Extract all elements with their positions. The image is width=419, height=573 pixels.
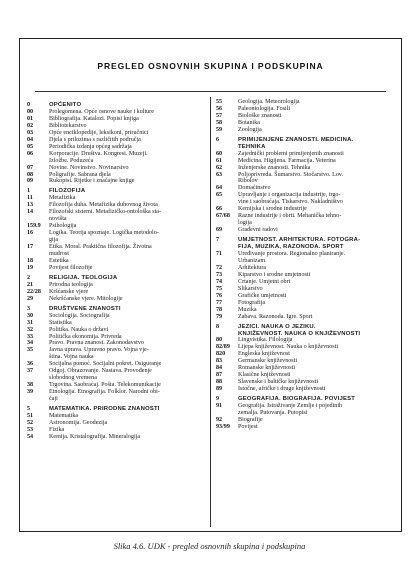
class-entry xyxy=(27,420,205,427)
class-label: mudrost xyxy=(49,251,69,258)
left-column xyxy=(27,99,205,441)
class-label: Lingvistika. Filologija xyxy=(238,337,293,344)
column-divider xyxy=(210,97,211,527)
class-entry xyxy=(216,206,398,213)
class-label: Fizika xyxy=(49,426,65,433)
class-label: Korporacije. Društva. Kongresi. Muzeji. xyxy=(49,150,148,157)
class-entry xyxy=(216,220,398,227)
class-code: 19 xyxy=(27,264,34,271)
class-entry xyxy=(27,282,205,289)
class-entry xyxy=(216,158,398,165)
class-code: 04 xyxy=(27,136,34,143)
class-code: 14 xyxy=(27,209,34,216)
class-entry xyxy=(216,365,398,372)
class-code: 61 xyxy=(216,157,223,164)
class-code: 30 xyxy=(27,312,34,319)
class-entry xyxy=(27,368,205,375)
class-label: Slikarstvo xyxy=(238,285,263,292)
class-entry xyxy=(27,389,205,396)
class-label: čaji xyxy=(49,396,58,403)
class-label: Upravljanje i organizacija industrije, trgo- xyxy=(238,192,341,199)
class-entry xyxy=(216,258,398,265)
class-entry xyxy=(27,109,205,116)
class-code: 21 xyxy=(27,281,34,288)
class-code: 51 xyxy=(27,412,34,419)
class-code: 08 xyxy=(27,171,34,178)
class-label: Geografija. Istraživanje Zemlje i pojedinih xyxy=(238,403,343,410)
class-code: 32 xyxy=(27,326,34,333)
class-entry xyxy=(27,137,205,144)
class-entry xyxy=(27,289,205,296)
class-entry xyxy=(216,307,398,314)
class-label: Matematika xyxy=(49,412,79,419)
class-entry xyxy=(216,372,398,379)
class-label: RELIGIJA. TEOLOGIJA xyxy=(49,274,118,281)
section-heading-cont xyxy=(216,244,398,251)
class-entry xyxy=(27,130,205,137)
class-code: 76 xyxy=(216,292,223,299)
class-entry xyxy=(216,106,398,113)
class-code: 5 xyxy=(27,406,31,413)
class-entry xyxy=(216,113,398,120)
class-entry xyxy=(216,424,398,431)
class-entry xyxy=(27,223,205,230)
class-code: 06 xyxy=(27,150,34,157)
class-entry xyxy=(27,361,205,368)
class-code: 58 xyxy=(216,119,223,126)
class-entry xyxy=(216,410,398,417)
class-entry xyxy=(27,151,205,158)
class-label: Urbanizam xyxy=(238,257,266,264)
section-heading xyxy=(216,324,398,331)
class-label: Arhitektura xyxy=(238,264,267,271)
class-code: 66 xyxy=(216,206,223,213)
class-label: Javna uprava. Upravno pravo. Vojna vje- xyxy=(49,347,149,354)
class-label: Politička ekonomija. Privreda xyxy=(49,333,122,340)
class-code: 13 xyxy=(27,202,34,209)
class-entry xyxy=(27,396,205,403)
class-code: 6 xyxy=(216,136,220,143)
class-label: Muzika xyxy=(238,306,257,313)
class-code: 17 xyxy=(27,244,34,251)
section-heading xyxy=(27,306,205,313)
class-entry xyxy=(216,251,398,258)
class-label: Trgovina. Saobraćaj. Pošta. Telekomunikacije xyxy=(49,382,161,389)
class-label: Razne industrije i obrti. Mehanička tehno- xyxy=(238,213,342,220)
class-label: Inženjerske znanosti. Tehnika xyxy=(238,164,311,171)
class-entry xyxy=(216,199,398,206)
class-entry xyxy=(216,293,398,300)
class-code: 82/89 xyxy=(216,344,230,351)
class-entry xyxy=(27,296,205,303)
class-label: Nekršćanske vjere. Mitologije xyxy=(49,295,123,302)
class-code: 69 xyxy=(216,227,223,234)
figure-caption: Slika 4.6. UDK - pregled osnovnih skupina i podskupina xyxy=(113,541,306,551)
class-label: Zoologija xyxy=(238,126,262,133)
class-code: 60 xyxy=(216,150,223,157)
class-code: 73 xyxy=(216,271,223,278)
class-entry xyxy=(27,165,205,172)
class-entry xyxy=(27,244,205,251)
class-label: Biografije xyxy=(238,416,263,423)
class-code: 3 xyxy=(27,305,31,312)
class-label: Kemija. Kristalografija. Mineralogija xyxy=(49,433,141,440)
class-code: 93/99 xyxy=(216,423,230,430)
class-label: Astronomija. Geodezija xyxy=(49,419,108,426)
class-label: Engleska književnost xyxy=(238,351,290,358)
class-code: 54 xyxy=(27,433,34,440)
class-entry xyxy=(27,313,205,320)
class-code: 39 xyxy=(27,389,34,396)
class-label: Paleontologija. Fosili xyxy=(238,105,291,112)
class-code: 83 xyxy=(216,358,223,365)
class-code: 88 xyxy=(216,379,223,386)
section-heading xyxy=(216,396,398,403)
class-label: Estetika xyxy=(49,257,69,264)
class-entry xyxy=(27,116,205,123)
class-code: 62 xyxy=(216,164,223,171)
class-code: 35 xyxy=(27,347,34,354)
class-code: 18 xyxy=(27,257,34,264)
class-code: 59 xyxy=(216,126,223,133)
class-label: Kršćanske vjere xyxy=(49,288,89,295)
class-entry xyxy=(216,403,398,410)
section-heading-cont xyxy=(216,144,398,151)
class-code: 00 xyxy=(27,108,34,115)
class-code: 159.9 xyxy=(27,223,41,230)
class-label: Prolegomena. Opće osnove nauke i kulture xyxy=(49,108,154,115)
class-code: 29 xyxy=(27,295,34,302)
class-label: Domaćinstvo xyxy=(238,185,271,192)
section-heading xyxy=(216,237,398,244)
class-code: 80 xyxy=(216,337,223,344)
document-frame xyxy=(19,38,402,532)
class-code: 37 xyxy=(27,368,34,375)
class-label: Povijest xyxy=(238,423,258,430)
class-code: 72 xyxy=(216,264,223,271)
class-label: Psihologija xyxy=(49,223,77,230)
class-entry xyxy=(216,265,398,272)
class-label: Kemijska i srodne industrije xyxy=(238,206,307,213)
class-entry xyxy=(216,286,398,293)
class-code: 71 xyxy=(216,251,223,258)
class-code: 1 xyxy=(27,188,31,195)
section-heading xyxy=(27,102,205,109)
class-label: gija xyxy=(49,237,59,244)
class-code: 16 xyxy=(27,230,34,237)
class-label: Medicina. Higijena. Farmacija. Veterina xyxy=(238,157,336,164)
class-label: Opće enciklopedije, leksikoni, priručnici xyxy=(49,129,149,136)
section-heading xyxy=(27,406,205,413)
class-entry xyxy=(216,344,398,351)
class-label: Romanske književnosti xyxy=(238,365,296,372)
class-label: PRIMIJENJENE ZNANOSTI. MEDICINA. xyxy=(238,136,354,143)
class-label: Poljoprivreda. Šumarstvo. Stočarstvo. Lov. xyxy=(238,171,344,178)
class-label: Etika. Moral. Praktična filozofija. Životna xyxy=(49,244,152,251)
class-code: 09 xyxy=(27,178,34,185)
class-entry xyxy=(27,354,205,361)
class-label: logija xyxy=(238,220,252,227)
class-code: 7 xyxy=(216,237,220,244)
class-code: 07 xyxy=(27,164,34,171)
class-entry xyxy=(27,334,205,341)
class-entry xyxy=(27,230,205,237)
class-entry xyxy=(216,172,398,179)
class-code: 57 xyxy=(216,112,223,119)
class-label: GEOGRAFIJA. BIOGRAFIJA. POVIJEST xyxy=(238,396,356,403)
class-entry xyxy=(216,358,398,365)
class-entry xyxy=(216,99,398,106)
class-label: Germanske književnosti xyxy=(238,358,298,365)
class-label: Istočne, afričke i druge književnosti xyxy=(238,386,326,393)
class-label: Klasične književnosti xyxy=(238,372,291,379)
class-code: 33 xyxy=(27,333,34,340)
class-entry xyxy=(27,123,205,130)
class-code: 31 xyxy=(27,319,34,326)
class-entry xyxy=(27,144,205,151)
class-entry xyxy=(216,185,398,192)
class-entry xyxy=(216,417,398,424)
class-entry xyxy=(27,178,205,185)
class-label: Ribolov xyxy=(238,178,258,185)
class-entry xyxy=(27,258,205,265)
class-code: 75 xyxy=(216,285,223,292)
class-code: 87 xyxy=(216,372,223,379)
class-code: 55 xyxy=(216,99,223,105)
class-entry xyxy=(27,340,205,347)
class-entry xyxy=(216,127,398,134)
class-code: 84 xyxy=(216,365,223,372)
class-label: Logika. Teorija spoznaje. Logička metodolo- xyxy=(49,230,159,237)
class-label: Botanika xyxy=(238,119,261,126)
class-label: Grafičke umjetnosti xyxy=(238,292,287,299)
class-code: 64 xyxy=(216,185,223,192)
section-heading xyxy=(216,137,398,144)
class-label: Uređivanje prostora. Regionalno planiranje. xyxy=(238,251,346,258)
class-code: 91 xyxy=(216,403,223,410)
class-code: 79 xyxy=(216,313,223,320)
class-entry xyxy=(216,213,398,220)
section-heading xyxy=(27,275,205,282)
class-label: Periodička izdanja općeg sadržaja xyxy=(49,143,132,150)
class-entry xyxy=(27,158,205,165)
class-entry xyxy=(216,300,398,307)
class-code: 8 xyxy=(216,323,220,330)
class-label: Bibliografija. Katalozi. Popisi knjiga xyxy=(49,115,139,122)
class-label: UMJETNOST. ARHITEKTURA. FOTOGRA- xyxy=(238,237,361,244)
class-code: 77 xyxy=(216,299,223,306)
class-label: Sociologija. Sociografija xyxy=(49,312,110,319)
class-label: Djela s prilozima s različitih područja xyxy=(49,136,141,143)
class-entry xyxy=(216,279,398,286)
class-code: 53 xyxy=(27,426,34,433)
class-code: 78 xyxy=(216,306,223,313)
class-label: FIJA, MUZIKA, RAZONODA. SPORT xyxy=(238,244,344,251)
class-label: Geologija. Meteorologija xyxy=(238,99,300,105)
class-entry xyxy=(216,120,398,127)
class-label: Filozofski sistemi. Metafizičko-ontološka sta- xyxy=(49,209,162,216)
class-label: Kiparstvo i srodne umjetnosti xyxy=(238,271,311,278)
class-code: 52 xyxy=(27,419,34,426)
class-label: Statistika xyxy=(49,319,72,326)
class-code: 38 xyxy=(27,382,34,389)
class-code: 820 xyxy=(216,351,226,358)
class-label: DRUŠTVENE ZNANOSTI xyxy=(49,305,121,312)
class-code: 63 xyxy=(216,171,223,178)
class-entry xyxy=(27,413,205,420)
class-label: ština. Vojna nauka xyxy=(49,354,94,361)
class-entry xyxy=(216,227,398,234)
class-code: 03 xyxy=(27,129,34,136)
class-label: Politika. Nauka o državi xyxy=(49,326,109,333)
class-code: 92 xyxy=(216,416,223,423)
class-label: Izložbe. Poduzeća xyxy=(49,157,94,164)
class-label: Zajednički problemi primijenjenih znanosti xyxy=(238,150,344,157)
class-code: 9 xyxy=(216,396,220,403)
class-label: Odgoj. Obrazovanje. Nastava. Provođenje xyxy=(49,368,152,375)
class-entry xyxy=(27,375,205,382)
class-label: Građevni radovi xyxy=(238,227,278,234)
class-label: Zabava. Razonoda. Igre. Sport xyxy=(238,313,313,320)
class-label: Metafizika xyxy=(49,195,76,202)
class-entry xyxy=(216,178,398,185)
class-code: 01 xyxy=(27,115,34,122)
class-label: JEZICI. NAUKA O JEZIKU. xyxy=(238,323,316,330)
class-entry xyxy=(27,209,205,216)
class-entry xyxy=(27,347,205,354)
class-code: 11 xyxy=(27,195,33,202)
class-label: Socijalna pomoć. Socijalni pokret. Osiguranje xyxy=(49,361,162,368)
class-label: zemalja. Putovanja. Putopisi xyxy=(238,409,308,416)
class-entry xyxy=(216,151,398,158)
class-entry xyxy=(27,427,205,434)
class-entry xyxy=(27,172,205,179)
class-code: 67/68 xyxy=(216,213,230,220)
class-entry xyxy=(216,192,398,199)
class-label: TEHNIKA xyxy=(238,143,266,150)
class-entry xyxy=(27,216,205,223)
class-label: Etnologija. Etnografija. Folklor. Narodni obi- xyxy=(49,389,160,396)
class-label: Slavenske i baltičke književnosti xyxy=(238,379,319,386)
class-label: KNJIŽEVNOST. NAUKA O KNJIŽEVNOSTI xyxy=(238,330,361,337)
class-code: 02 xyxy=(27,122,34,129)
class-label: Biološke znanosti xyxy=(238,112,282,119)
class-code: 05 xyxy=(27,143,34,150)
class-label: Rukopisi. Rijetke i značajne knjige xyxy=(49,178,135,185)
right-column xyxy=(216,99,398,431)
class-label: Povijest filozofije xyxy=(49,264,93,271)
class-code: 56 xyxy=(216,105,223,112)
title-rule xyxy=(35,91,386,92)
class-label: MATEMATIKA. PRIRODNE ZNANOSTI xyxy=(49,406,160,413)
class-label: FILOZOFIJA xyxy=(49,188,86,195)
class-label: novišta xyxy=(49,216,67,223)
class-entry xyxy=(27,251,205,258)
class-entry xyxy=(216,351,398,358)
class-label: Pravo. Pravna znanost. Zakonodavstvo xyxy=(49,340,144,347)
class-entry xyxy=(27,327,205,334)
class-code: 65 xyxy=(216,192,223,199)
class-entry xyxy=(216,337,398,344)
class-entry xyxy=(27,320,205,327)
class-label: Prirodna teologija xyxy=(49,281,93,288)
class-code: 22/28 xyxy=(27,288,41,295)
class-label: vine i saobraćaja. Tiskarstvo. Nakladništvo xyxy=(238,199,343,206)
class-label: Poligrafije. Sabrana djela xyxy=(49,171,111,178)
class-code: 36 xyxy=(27,361,34,368)
class-entry xyxy=(27,265,205,272)
class-code: 74 xyxy=(216,278,223,285)
section-heading-cont xyxy=(216,331,398,338)
page-title: PREGLED OSNOVNIH SKUPINA I PODSKUPINA xyxy=(97,61,324,71)
class-label: Crtanje. Umjetni obrt xyxy=(238,278,291,285)
class-entry xyxy=(216,272,398,279)
class-code: 2 xyxy=(27,274,31,281)
class-label: slobodnog vremena xyxy=(49,375,97,382)
class-label: Bibliotekarstvo xyxy=(49,122,87,129)
class-label: OPĆENITO xyxy=(49,102,82,108)
class-entry xyxy=(216,386,398,393)
class-entry xyxy=(216,165,398,172)
class-entry xyxy=(27,434,205,441)
class-code: 89 xyxy=(216,386,223,393)
class-label: Filozofija duha. Metafizika duhovnog života xyxy=(49,202,158,209)
class-code: 34 xyxy=(27,340,34,347)
class-label: Fotografija xyxy=(238,299,266,306)
class-entry xyxy=(216,314,398,321)
class-label: Novine. Novinstvo. Novinarstvo xyxy=(49,164,129,171)
class-code: 0 xyxy=(27,102,31,108)
class-label: Lijepa književnost. Nauka o književnosti xyxy=(238,344,339,351)
